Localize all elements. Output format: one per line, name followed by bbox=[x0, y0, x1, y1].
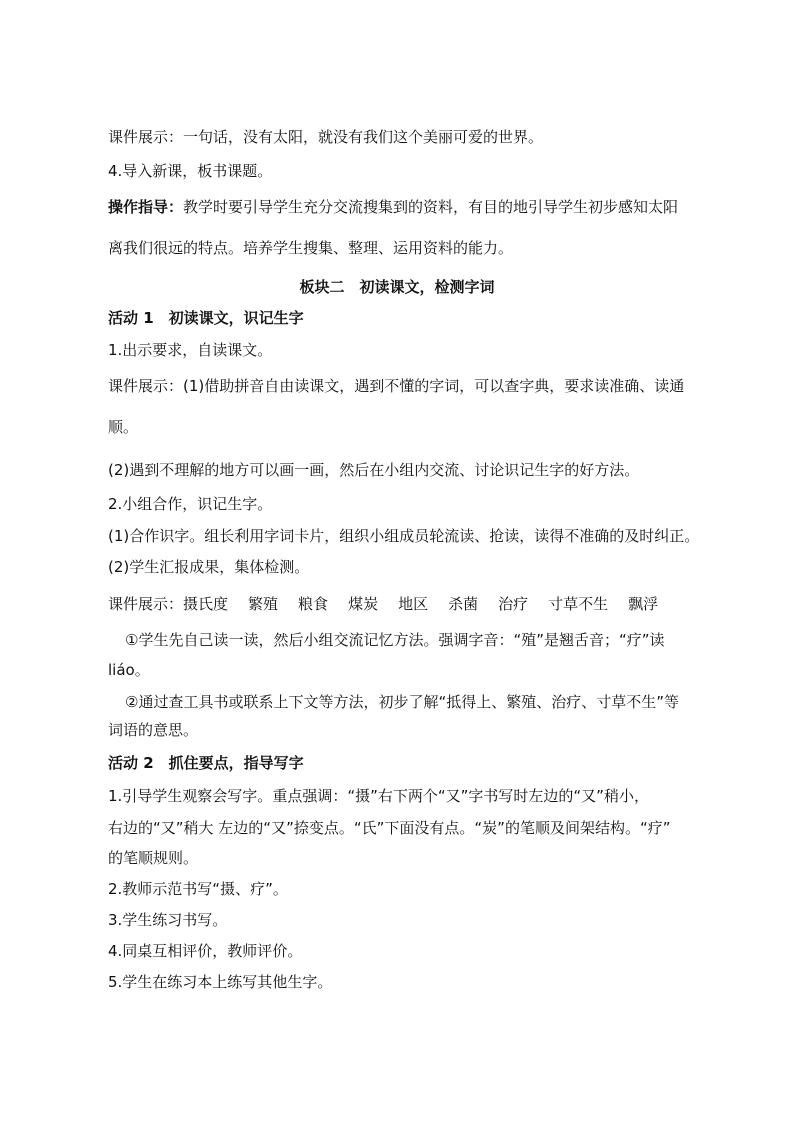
courseware-words-label: 课件展示： bbox=[108, 595, 184, 613]
word-3: 粮食 bbox=[298, 595, 329, 613]
word-6: 杀菌 bbox=[448, 595, 479, 613]
meaning-line: ②通过查工具书或联系上下文等方法，初步了解“抵得上、繁殖、治疗、寸草不生”等 bbox=[125, 693, 679, 711]
courseware-line-2: 课件展示：(1)借助拼音自由读课文，遇到不懂的字词，可以查字典，要求读准确、读通 bbox=[108, 377, 685, 395]
other-characters-line: 5.学生在练习本上练写其他生字。 bbox=[108, 973, 333, 991]
writing-guide-line-3: 的笔顺规则。 bbox=[108, 849, 199, 867]
operation-guide-line-1 bbox=[108, 197, 678, 217]
writing-guide-line-1: 1.引导学生观察会写字。重点强调：“摄”右下两个“又”字书写时左边的“又”稍小， bbox=[108, 787, 649, 805]
word-2: 繁殖 bbox=[248, 595, 279, 613]
activity-2-heading: 活动 2 抓住要点，指导写字 bbox=[108, 754, 304, 772]
step-4-line: 4.导入新课，板书课题。 bbox=[108, 162, 273, 180]
pronunciation-line: ①学生先自己读一读，然后小组交流记忆方法。强调字音：“殖”是翘舌音；“疗”读 bbox=[125, 631, 665, 649]
cooperative-reading-line: (1)合作识字。组长利用字词卡片，组织小组成员轮流读、抢读，读得不准确的及时纠正。 bbox=[108, 527, 700, 545]
teacher-demo-line: 2.教师示范书写“摄、疗”。 bbox=[108, 880, 288, 898]
operation-guide-text: 教学时要引导学生充分交流搜集到的资料，有目的地引导学生初步感知太阳 bbox=[183, 198, 679, 216]
courseware-line-1: 课件展示：一句话，没有太阳，就没有我们这个美丽可爱的世界。 bbox=[108, 128, 544, 146]
word-9: 飘浮 bbox=[628, 595, 659, 613]
writing-guide-line-2: 右边的“又”稍大 左边的“又”捺变点。“氏”下面没有点。“炭”的笔顺及间架结构。“疗” bbox=[108, 819, 671, 837]
evaluation-line: 4.同桌互相评价，教师评价。 bbox=[108, 942, 303, 960]
requirement-line: 1.出示要求，自读课文。 bbox=[108, 341, 273, 359]
section-heading: 板块二 初读课文，检测字词 bbox=[299, 278, 495, 296]
operation-guide-line-2: 离我们很远的特点。培养学生搜集、整理、运用资料的能力。 bbox=[108, 239, 514, 257]
word-5: 地区 bbox=[398, 595, 429, 613]
activity-1-heading: 活动 1 初读课文，识记生字 bbox=[108, 309, 304, 327]
group-work-line: 2.小组合作，识记生字。 bbox=[108, 495, 273, 513]
pronunciation-line-cont: liáo。 bbox=[108, 661, 150, 679]
report-line: (2)学生汇报成果，集体检测。 bbox=[108, 558, 310, 576]
word-4: 煤炭 bbox=[348, 595, 379, 613]
word-7: 治疗 bbox=[498, 595, 529, 613]
courseware-words-line bbox=[108, 594, 658, 614]
courseware-line-2-cont: 顺。 bbox=[108, 418, 139, 436]
operation-guide-label: 操作指导： bbox=[108, 198, 184, 216]
word-8: 寸草不生 bbox=[548, 595, 609, 613]
practice-line: 3.学生练习书写。 bbox=[108, 911, 228, 929]
item-2-line: (2)遇到不理解的地方可以画一画，然后在小组内交流、讨论识记生字的好方法。 bbox=[108, 461, 640, 479]
meaning-line-cont: 词语的意思。 bbox=[108, 721, 199, 739]
word-1: 摄氏度 bbox=[183, 595, 229, 613]
